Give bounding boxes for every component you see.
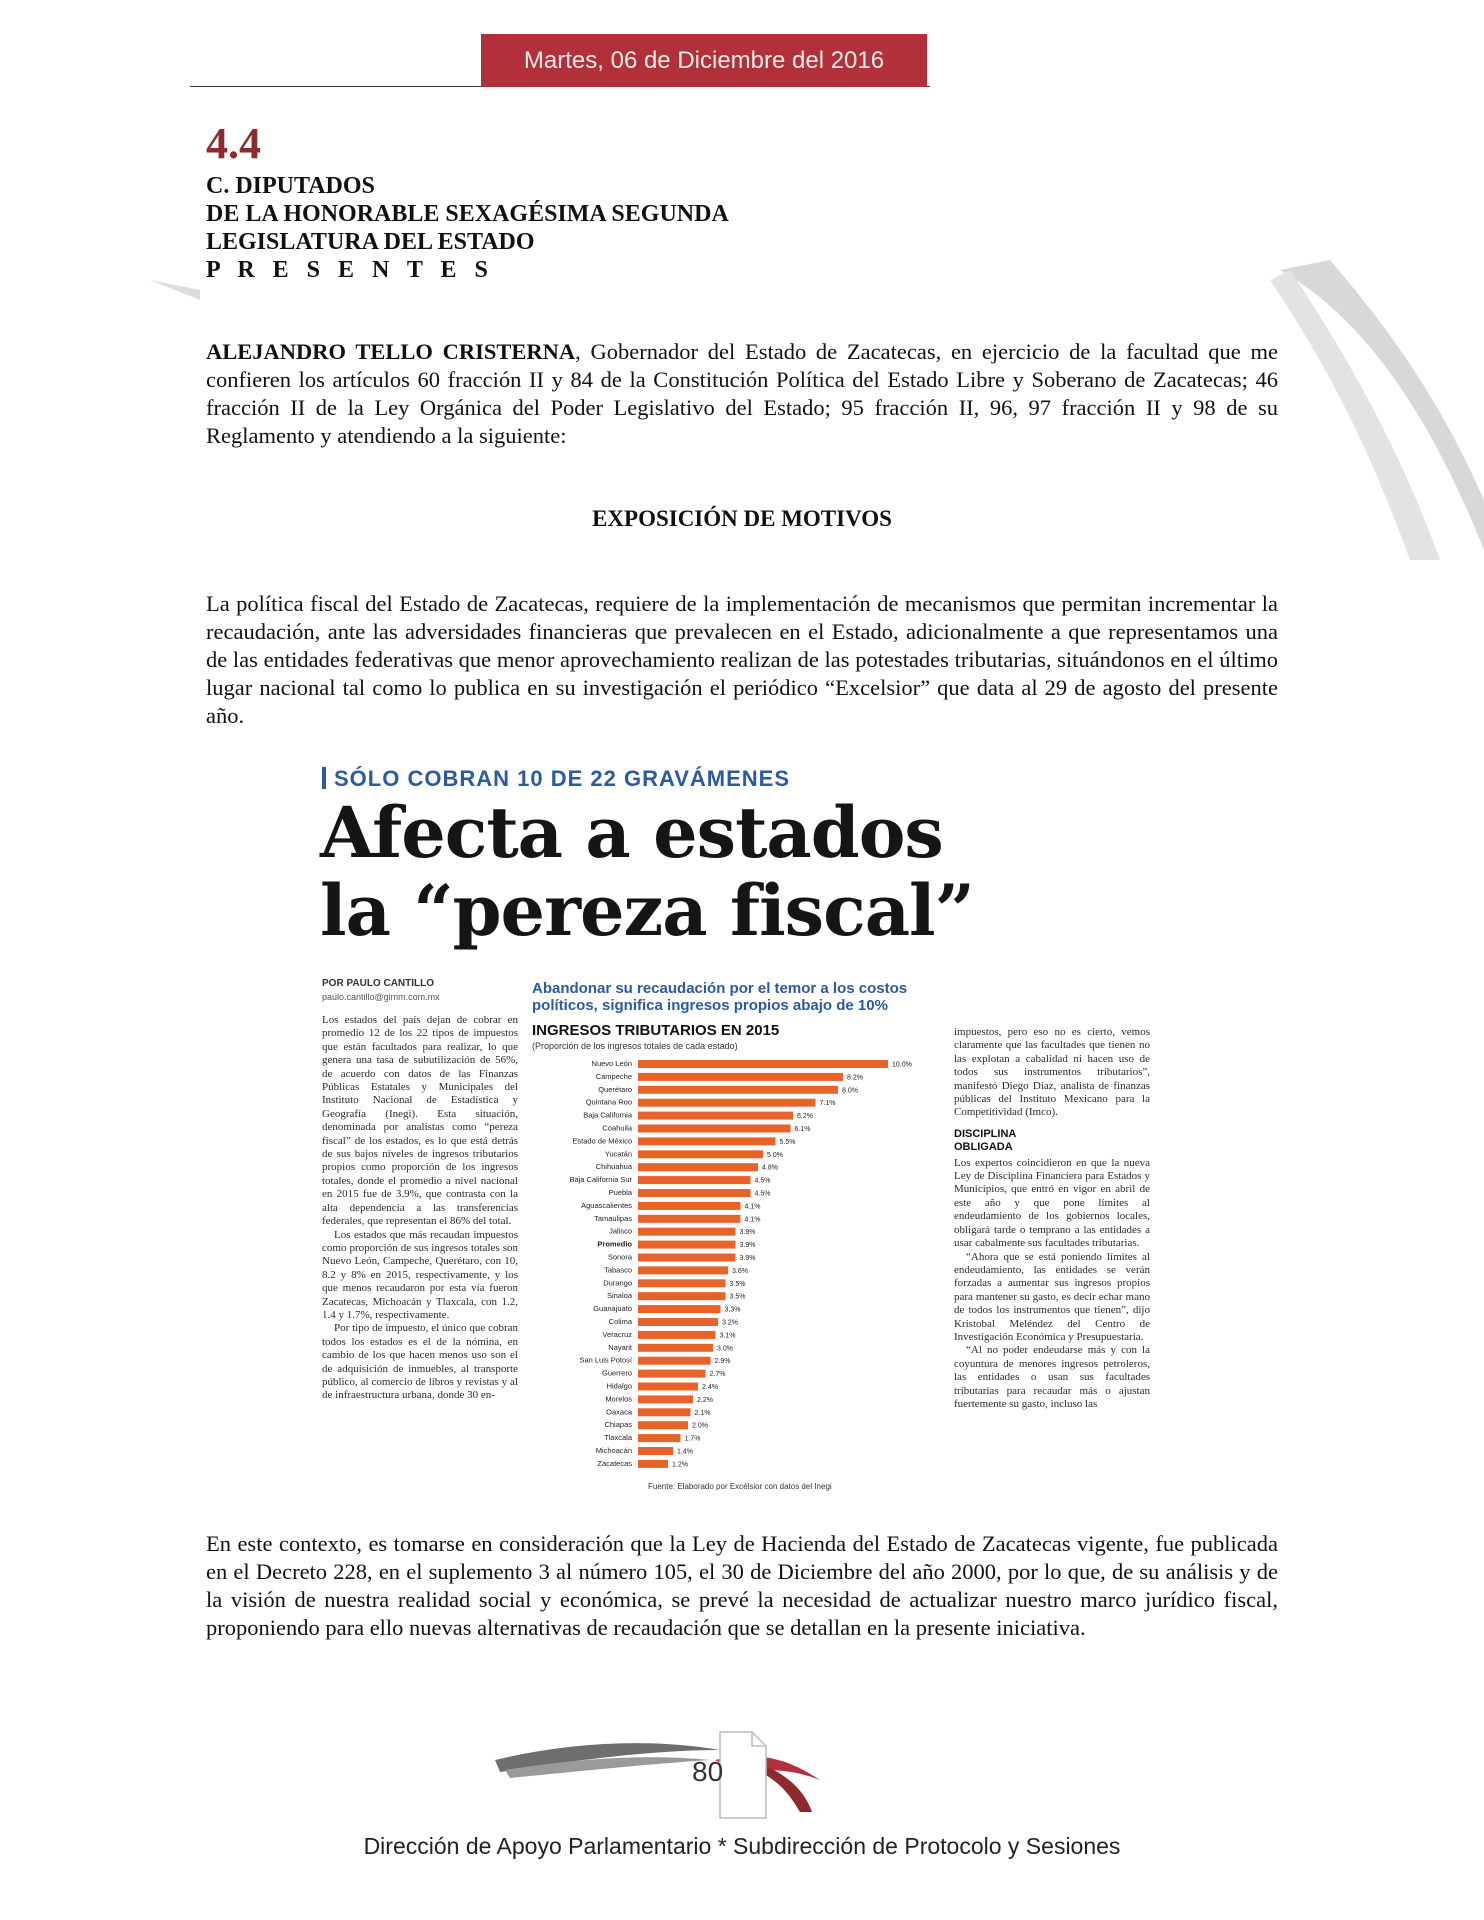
clipping-email: paulo.cantillo@gimm.com.mx (322, 992, 440, 1002)
chart-deck: Abandonar su recaudación por el temor a los costos políticos, significa ingresos propios abajo de 10% (532, 980, 908, 1014)
chart-value-label: 5.5% (779, 1138, 796, 1146)
chart-value-label: 10.0% (892, 1061, 912, 1069)
chart-category-label: Tabasco (604, 1265, 632, 1275)
chart-category-label: Puebla (608, 1188, 632, 1197)
subhead-line-1: DISCIPLINA (954, 1127, 1017, 1140)
chart-bar (638, 1215, 741, 1223)
chart-category-label: Hidalgo (606, 1381, 632, 1391)
chart-bar (638, 1395, 693, 1403)
article-paragraph: Los estados del país dejan de cobrar en promedio 12 de los 22 tipos de impuestos que están facultados para realizar, lo que genera una tasa de subutilización de 56%, de acuerdo con datos de las Finanzas Públicas Estatales y Municipales del Instituto Nacional de Estadística y Geografía (Inegi). Esta situación, denominada por analistas como “pereza fiscal” de los estados, es lo que está detrás de sus bajos niveles de ingresos tributarios propios como proporción de los ingresos totales, donde el promedio a nivel nacional en 2015 fue de 3.9%, que contrasta con la alta dependencia a las transferencias federales, que representan el 86% del total. (322, 1014, 518, 1228)
chart-category-label: Tlaxcala (604, 1433, 632, 1443)
intro-text: , Gobernador del Estado de Zacatecas, en ejercicio de la facultad que me confieren los artículos 60 fracción II y 84 de la Constitución Política del Estado Libre y Soberano de Zacatecas; 46 fracción II de la Ley Orgánica del Poder Legislativo del Estado; 95 fracción II, 96, 97 fracción II y 98 de su Reglamento y atendiendo a la siguiente: (206, 339, 1278, 448)
governor-name: ALEJANDRO TELLO CRISTERNA (206, 339, 576, 364)
chart-value-label: 4.8% (762, 1164, 778, 1172)
paragraph-2: En este contexto, es tomarse en consideración que la Ley de Hacienda del Estado de Zacatecas vigente, fue publicada en el Decreto 228, en el suplemento 3 al número 105, el 30 de Diciembre del año 2000, por lo que, de su análisis y de la visión de nuestra realidad social y económica, se prevé la necesidad de actualizar nuestro marco jurídico fiscal, proponiendo para ello nuevas alternativas de recaudación que se detallan en la presente iniciativa. (206, 1531, 1278, 1640)
background-swoosh-left (150, 270, 210, 310)
chart-bar (638, 1176, 751, 1184)
chart-value-label: 2.4% (702, 1384, 718, 1391)
chart-bar (638, 1073, 843, 1081)
clipping-headline (320, 791, 974, 952)
chart-bar (638, 1112, 793, 1120)
chart-category-label: Promedio (597, 1239, 632, 1249)
chart-value-label: 2.1% (694, 1409, 711, 1417)
chart-category-label: Coahuila (602, 1123, 632, 1133)
chart-bar (638, 1099, 816, 1107)
chart-value-label: 6.2% (797, 1113, 813, 1121)
chart-bar (638, 1279, 726, 1287)
chart-bar (638, 1060, 888, 1068)
chart-bar (638, 1305, 721, 1313)
chart-value-label: 5.0% (767, 1151, 783, 1159)
chart-category-label: Nuevo León (591, 1059, 632, 1068)
chart-category-label: Baja California Sur (569, 1175, 632, 1185)
chart-value-label: 3.9% (739, 1229, 756, 1237)
chart-value-label: 2.0% (692, 1422, 708, 1430)
address-presentes: P R E S E N T E S (206, 257, 494, 283)
chart-title: INGRESOS TRIBUTARIOS EN 2015 (532, 1022, 780, 1039)
section-number: 4.4 (206, 119, 261, 168)
chart-category-label: San Luis Potosí (579, 1355, 632, 1365)
chart-bar (638, 1434, 681, 1442)
headline-line-2: la “pereza fiscal” (320, 869, 974, 952)
chart-value-label: 3.9% (739, 1255, 756, 1262)
chart-category-label: Aguascalientes (581, 1200, 632, 1210)
footer-text: Dirección de Apoyo Parlamentario * Subdirección de Protocolo y Sesiones (363, 1833, 1121, 1859)
chart-bar (638, 1318, 718, 1326)
chart-value-label: 3.6% (732, 1267, 748, 1275)
chart-category-label: Quintana Roo (585, 1097, 632, 1107)
background-swoosh-right (1270, 250, 1484, 560)
chart-bar (638, 1460, 668, 1468)
chart-bar (638, 1447, 673, 1455)
article-paragraph: Por tipo de impuesto, el único que cobran todos los estados es el de la nómina, en cambio de los que hacen menos uso son el de adquisición de inmuebles, al transporte público, al comercio de libros y revistas y al de infraestructura urbana, donde 30 en- (322, 1322, 518, 1402)
chart-bar (638, 1254, 736, 1262)
clipping-right-column (954, 1026, 1150, 1508)
chart-category-label: Zacatecas (597, 1458, 632, 1468)
chart-value-label: 3.1% (719, 1332, 736, 1340)
chart-category-label: Sinaloa (606, 1291, 632, 1301)
chart-value-label: 4.1% (744, 1216, 761, 1224)
subhead-line-2: OBLIGADA (954, 1141, 1013, 1154)
newspaper-clipping (318, 760, 1158, 1512)
address-line: C. DIPUTADOS (206, 173, 375, 199)
date-banner: Martes, 06 de Diciembre del 2016 (481, 34, 927, 87)
chart-category-label: Yucatán (604, 1149, 632, 1159)
chart-value-label: 1.2% (672, 1461, 688, 1469)
chart-category-label: Colima (608, 1317, 632, 1326)
chart-value-label: 3.0% (717, 1345, 733, 1353)
chart-category-label: Morelos (605, 1394, 632, 1404)
chart-category-label: Jalisco (609, 1226, 632, 1236)
chart-bar (638, 1357, 711, 1365)
chart-category-label: Estado de México (572, 1136, 632, 1146)
chart-category-label: Guanajuato (593, 1304, 632, 1314)
address-line: LEGISLATURA DEL ESTADO (206, 229, 535, 255)
chart-value-label: 6.1% (794, 1126, 811, 1133)
paragraph-1: La política fiscal del Estado de Zacatecas, requiere de la implementación de mecanismos que permitan incrementar la recaudación, ante las adversidades financieras que prevalecen en el Estado, adicionalmente a que representamos una de las entidades federativas que menor aprovechamiento realizan de las potestades tributarias, situándonos en el último lugar nacional tal como lo publica en su investigación el periódico “Excelsior” que data al 29 de agosto del presente año. (206, 591, 1278, 728)
chart-bar (638, 1125, 791, 1133)
chart-bar (638, 1266, 728, 1274)
chart-category-label: Michoacán (595, 1446, 632, 1455)
chart-category-label: Baja California (583, 1110, 632, 1120)
article-paragraph: Los estados que más recaudan impuestos como proporción de sus ingresos totales son Nuevo León, Campeche, Querétaro, con 10, 8.2 y 8% en 2015, respectivamente, y los que menos recaudaron por esta vía fueron Zacatecas, Michoacán y Tlaxcala, con 1.2, 1.4 y 1.7%, respectivamente. (322, 1228, 518, 1321)
page-number: 80 (692, 1756, 724, 1787)
chart-category-label: Guerrero (601, 1368, 632, 1378)
chart-value-label: 2.2% (697, 1396, 713, 1404)
chart-category-label: Oaxaca (606, 1407, 632, 1417)
chart-bar (638, 1086, 838, 1094)
chart-value-label: 4.5% (754, 1177, 771, 1185)
chart-value-label: 3.5% (729, 1280, 746, 1288)
chart-bar (638, 1137, 776, 1145)
tax-revenue-bar-chart (532, 1052, 952, 1482)
headline-line-1: Afecta a estados (320, 791, 943, 874)
footer-swoosh-logo (490, 1720, 830, 1820)
chart-category-label: Durango (603, 1278, 632, 1288)
chart-value-label: 8.0% (842, 1087, 858, 1095)
chart-value-label: 8.2% (847, 1074, 863, 1082)
clipping-byline: POR PAULO CANTILLO (322, 978, 435, 989)
article-paragraph: “Al no poder endeudarse más y con la coyuntura de menores ingresos petroleros, las entidades o usan sus facultades tributarias para recaudar más o ajustan fuertemente su gasto, incluso las (954, 1344, 1150, 1410)
chart-category-label: Tamaulipas (594, 1213, 632, 1223)
chart-bar (638, 1163, 758, 1171)
chart-bar (638, 1241, 736, 1249)
chart-category-label: Sonora (607, 1252, 632, 1262)
intro-paragraph (206, 338, 1278, 450)
chart-bar (638, 1292, 726, 1300)
chart-category-label: Chihuahua (595, 1162, 632, 1172)
chart-value-label: 3.3% (724, 1306, 741, 1314)
clipping-kicker: SÓLO COBRAN 10 DE 22 GRAVÁMENES (322, 766, 790, 792)
chart-value-label: 1.4% (677, 1448, 693, 1456)
chart-value-label: 2.9% (714, 1358, 731, 1366)
chart-category-label: Chiapas (604, 1420, 632, 1430)
chart-bar (638, 1344, 713, 1352)
chart-category-label: Veracruz (602, 1329, 632, 1339)
article-subhead (954, 1128, 1150, 1155)
chart-value-label: 7.1% (819, 1100, 836, 1108)
chart-source: Fuente: Elaborado por Excélsior con datos del Inegi (648, 1482, 832, 1491)
chart-bar (638, 1408, 691, 1416)
article-paragraph: Los expertos coincidieron en que la nueva Ley de Disciplina Financiera para Estados y Municipios, que entró en vigor en abril de este año y que pone límites al endeudamiento de los gobiernos locales, obligará tarde o temprano a las entidades a usar cabalmente sus facultades tributarias. (954, 1156, 1150, 1250)
chart-value-label: 3.2% (722, 1319, 738, 1327)
chart-bar (638, 1370, 706, 1378)
chart-category-label: Querétaro (598, 1084, 632, 1094)
article-paragraph: “Ahora que se está poniendo límites al endeudamiento, las entidades se verán forzadas a aumentar sus ingresos propios para mantener su gasto, es decir echar mano de todos los instrumentos que tienen”, dijo Kristobal Meléndez del Centro de Investigación Económica y Presupuestaria. (954, 1250, 1150, 1343)
chart-value-label: 3.9% (739, 1242, 756, 1250)
chart-bar (638, 1331, 716, 1339)
chart-value-label: 3.5% (729, 1293, 746, 1301)
clipping-left-column (322, 1014, 518, 1508)
address-block (206, 172, 729, 284)
article-paragraph: impuestos, pero eso no es cierto, vemos claramente que las facultades que tienen no las explotan a cabalidad ni hacen uso de todos sus instrumentos tributarios”, manifestó Diego Díaz, analista de finanzas públicas del Instituto Mexicano para la Competitividad (Imco). (954, 1026, 1150, 1119)
chart-bar (638, 1202, 741, 1210)
chart-bar (638, 1228, 736, 1236)
chart-category-label: Campeche (595, 1071, 632, 1081)
chart-category-label: Nayarit (608, 1342, 632, 1352)
chart-value-label: 4.1% (744, 1203, 761, 1211)
address-line: DE LA HONORABLE SEXAGÉSIMA SEGUNDA (206, 201, 729, 227)
chart-value-label: 4.5% (754, 1190, 771, 1198)
chart-bar (638, 1421, 688, 1429)
chart-bar (638, 1189, 751, 1197)
chart-value-label: 2.7% (709, 1371, 726, 1379)
chart-subtitle: (Proporción de los ingresos totales de cada estado) (532, 1041, 738, 1051)
chart-bar (638, 1150, 763, 1158)
chart-bar (638, 1383, 698, 1391)
chart-value-label: 1.7% (684, 1435, 701, 1443)
section-heading: EXPOSICIÓN DE MOTIVOS (592, 506, 892, 531)
